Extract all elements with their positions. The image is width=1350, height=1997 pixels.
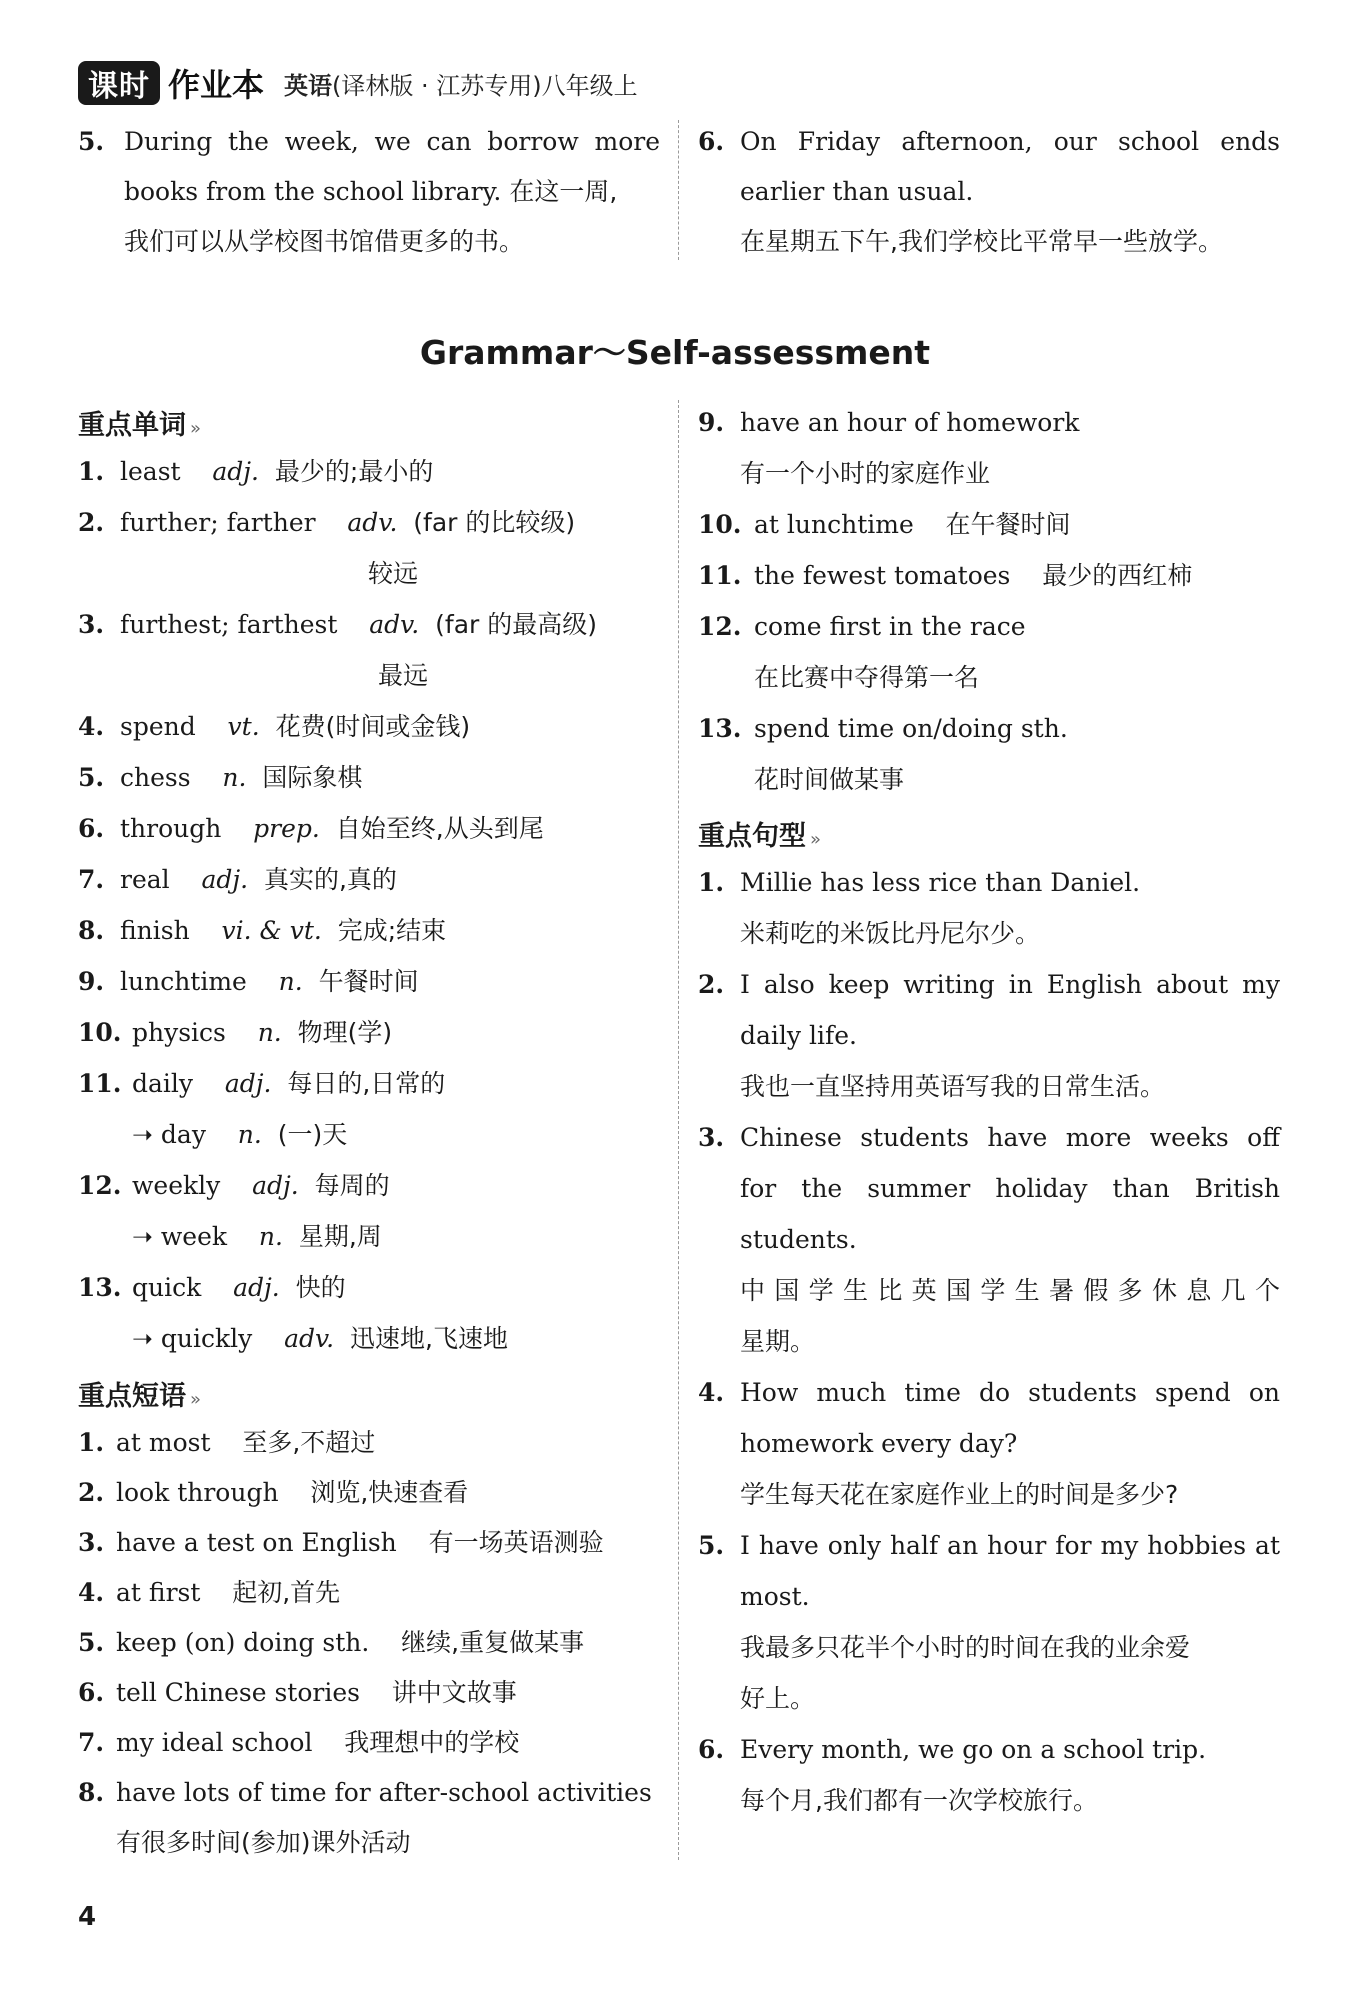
list-item: 13. spend time on/doing sth. xyxy=(698,714,1068,743)
list-item: 6. through prep. 自始至终,从头到尾 xyxy=(78,814,544,843)
sentence-en: students. xyxy=(740,1225,857,1254)
list-item: 2. look through 浏览,快速查看 xyxy=(78,1478,469,1507)
list-item-cont: 有很多时间(参加)课外活动 xyxy=(116,1828,411,1857)
list-item-derived: ➝ day n. (一)天 xyxy=(132,1120,348,1149)
list-item: 3. have a test on English 有一场英语测验 xyxy=(78,1528,604,1557)
sentence-cn: 中国学生比英国学生暑假多休息几个 xyxy=(740,1276,1280,1305)
list-item: 5. keep (on) doing sth. 继续,重复做某事 xyxy=(78,1628,585,1657)
chevron-right-icon: » xyxy=(810,829,822,850)
subject-label: 英语 xyxy=(284,71,333,100)
column-divider-main xyxy=(678,400,679,1860)
list-item: 1. at most 至多,不超过 xyxy=(78,1428,376,1457)
vocab-heading xyxy=(78,403,201,442)
list-item-cont: 最远 xyxy=(378,661,429,690)
vocab-heading-text: 重点单词 xyxy=(78,410,186,441)
sentence-cn: 我最多只花半个小时的时间在我的业余爱 xyxy=(740,1633,1191,1662)
chevron-right-icon: » xyxy=(190,1389,202,1410)
list-item-cont: 有一个小时的家庭作业 xyxy=(740,459,991,488)
list-item: 9. lunchtime n. 午餐时间 xyxy=(78,967,419,996)
list-item: 3. Chinese students have more weeks off xyxy=(698,1123,1280,1152)
list-item: 5. chess n. 国际象棋 xyxy=(78,763,363,792)
sentences-heading xyxy=(698,814,821,853)
sentence-number: 5. xyxy=(78,127,105,156)
list-item: 10. at lunchtime 在午餐时间 xyxy=(698,510,1071,539)
sentence-cn: 我也一直坚持用英语写我的日常生活。 xyxy=(740,1072,1166,1101)
phrases-heading-text: 重点短语 xyxy=(78,1381,186,1412)
sentence-en: homework every day? xyxy=(740,1429,1018,1458)
sentence-en: books from the school library. xyxy=(124,177,502,206)
list-item: 13. quick adj. 快的 xyxy=(78,1273,346,1302)
sentence-cn: 学生每天花在家庭作业上的时间是多少? xyxy=(740,1480,1179,1509)
list-item: 2. I also keep writing in English about my xyxy=(698,970,1280,999)
list-item-derived: ➝ quickly adv. 迅速地,飞速地 xyxy=(132,1324,508,1353)
sentence-cn: 在这一周, xyxy=(509,177,618,206)
sentence-en: for the summer holiday than British xyxy=(740,1174,1280,1203)
list-item: 12. weekly adj. 每周的 xyxy=(78,1171,390,1200)
list-item: 7. my ideal school 我理想中的学校 xyxy=(78,1728,520,1757)
sentence-en: earlier than usual. xyxy=(740,177,974,206)
sentence-en: daily life. xyxy=(740,1021,857,1050)
sentence-number: 6. xyxy=(698,127,725,156)
list-item: 4. spend vt. 花费(时间或金钱) xyxy=(78,712,471,741)
list-item-cont: 较远 xyxy=(368,559,419,588)
list-item: 6. tell Chinese stories 讲中文故事 xyxy=(78,1678,517,1707)
list-item: 3. furthest; farthest adv. (far 的最高级) xyxy=(78,610,597,639)
arrow-right-icon: ➝ xyxy=(132,1222,153,1251)
page-number: 4 xyxy=(78,1902,97,1932)
list-item: 9. have an hour of homework xyxy=(698,408,1080,437)
sentence-cn: 好上。 xyxy=(740,1684,816,1713)
list-item: 4. How much time do students spend on xyxy=(698,1378,1280,1407)
list-item: 7. real adj. 真实的,真的 xyxy=(78,865,397,894)
list-item: 1. Millie has less rice than Daniel. xyxy=(698,868,1141,897)
page-header xyxy=(78,58,638,108)
list-item: 11. the fewest tomatoes 最少的西红柿 xyxy=(698,561,1193,590)
column-divider-top xyxy=(678,120,679,260)
arrow-right-icon: ➝ xyxy=(132,1120,153,1149)
page-title: Grammar～Self-assessment xyxy=(419,333,931,372)
sentence-en: On Friday afternoon, our school ends xyxy=(740,127,1280,156)
list-item-derived: ➝ week n. 星期,周 xyxy=(132,1222,382,1251)
sentence-cn: 每个月,我们都有一次学校旅行。 xyxy=(740,1786,1098,1815)
sentence-cn: 米莉吃的米饭比丹尼尔少。 xyxy=(740,919,1041,948)
chevron-right-icon: » xyxy=(190,418,202,439)
edition-label: (译林版 · 江苏专用)八年级上 xyxy=(332,71,638,100)
list-item: 12. come first in the race xyxy=(698,612,1026,641)
list-item: 8. finish vi. & vt. 完成;结束 xyxy=(78,916,447,945)
list-item: 5. I have only half an hour for my hobbies at xyxy=(698,1531,1280,1560)
sentence-cn: 星期。 xyxy=(740,1327,816,1356)
list-item: 2. further; farther adv. (far 的比较级) xyxy=(78,508,576,537)
book-brand: 作业本 xyxy=(168,66,265,104)
list-item: 4. at first 起初,首先 xyxy=(78,1578,341,1607)
list-item: 8. have lots of time for after-school activities xyxy=(78,1778,652,1807)
list-item-cont: 在比赛中夺得第一名 xyxy=(754,663,980,692)
book-logo: 课时 xyxy=(78,61,160,105)
list-item: 10. physics n. 物理(学) xyxy=(78,1018,393,1047)
sentence-cn: 在星期五下午,我们学校比平常早一些放学。 xyxy=(740,227,1223,256)
list-item-cont: 花时间做某事 xyxy=(754,765,905,794)
arrow-right-icon: ➝ xyxy=(132,1324,153,1353)
list-item: 11. daily adj. 每日的,日常的 xyxy=(78,1069,446,1098)
sentence-cn: 我们可以从学校图书馆借更多的书。 xyxy=(124,227,525,256)
sentence-en: During the week, we can borrow more xyxy=(124,127,660,156)
list-item: 6. Every month, we go on a school trip. xyxy=(698,1735,1207,1764)
sentences-heading-text: 重点句型 xyxy=(698,821,806,852)
book-subtitle xyxy=(284,66,638,101)
list-item: 1. least adj. 最少的;最小的 xyxy=(78,457,434,486)
sentence-en: most. xyxy=(740,1582,810,1611)
phrases-heading xyxy=(78,1374,201,1413)
